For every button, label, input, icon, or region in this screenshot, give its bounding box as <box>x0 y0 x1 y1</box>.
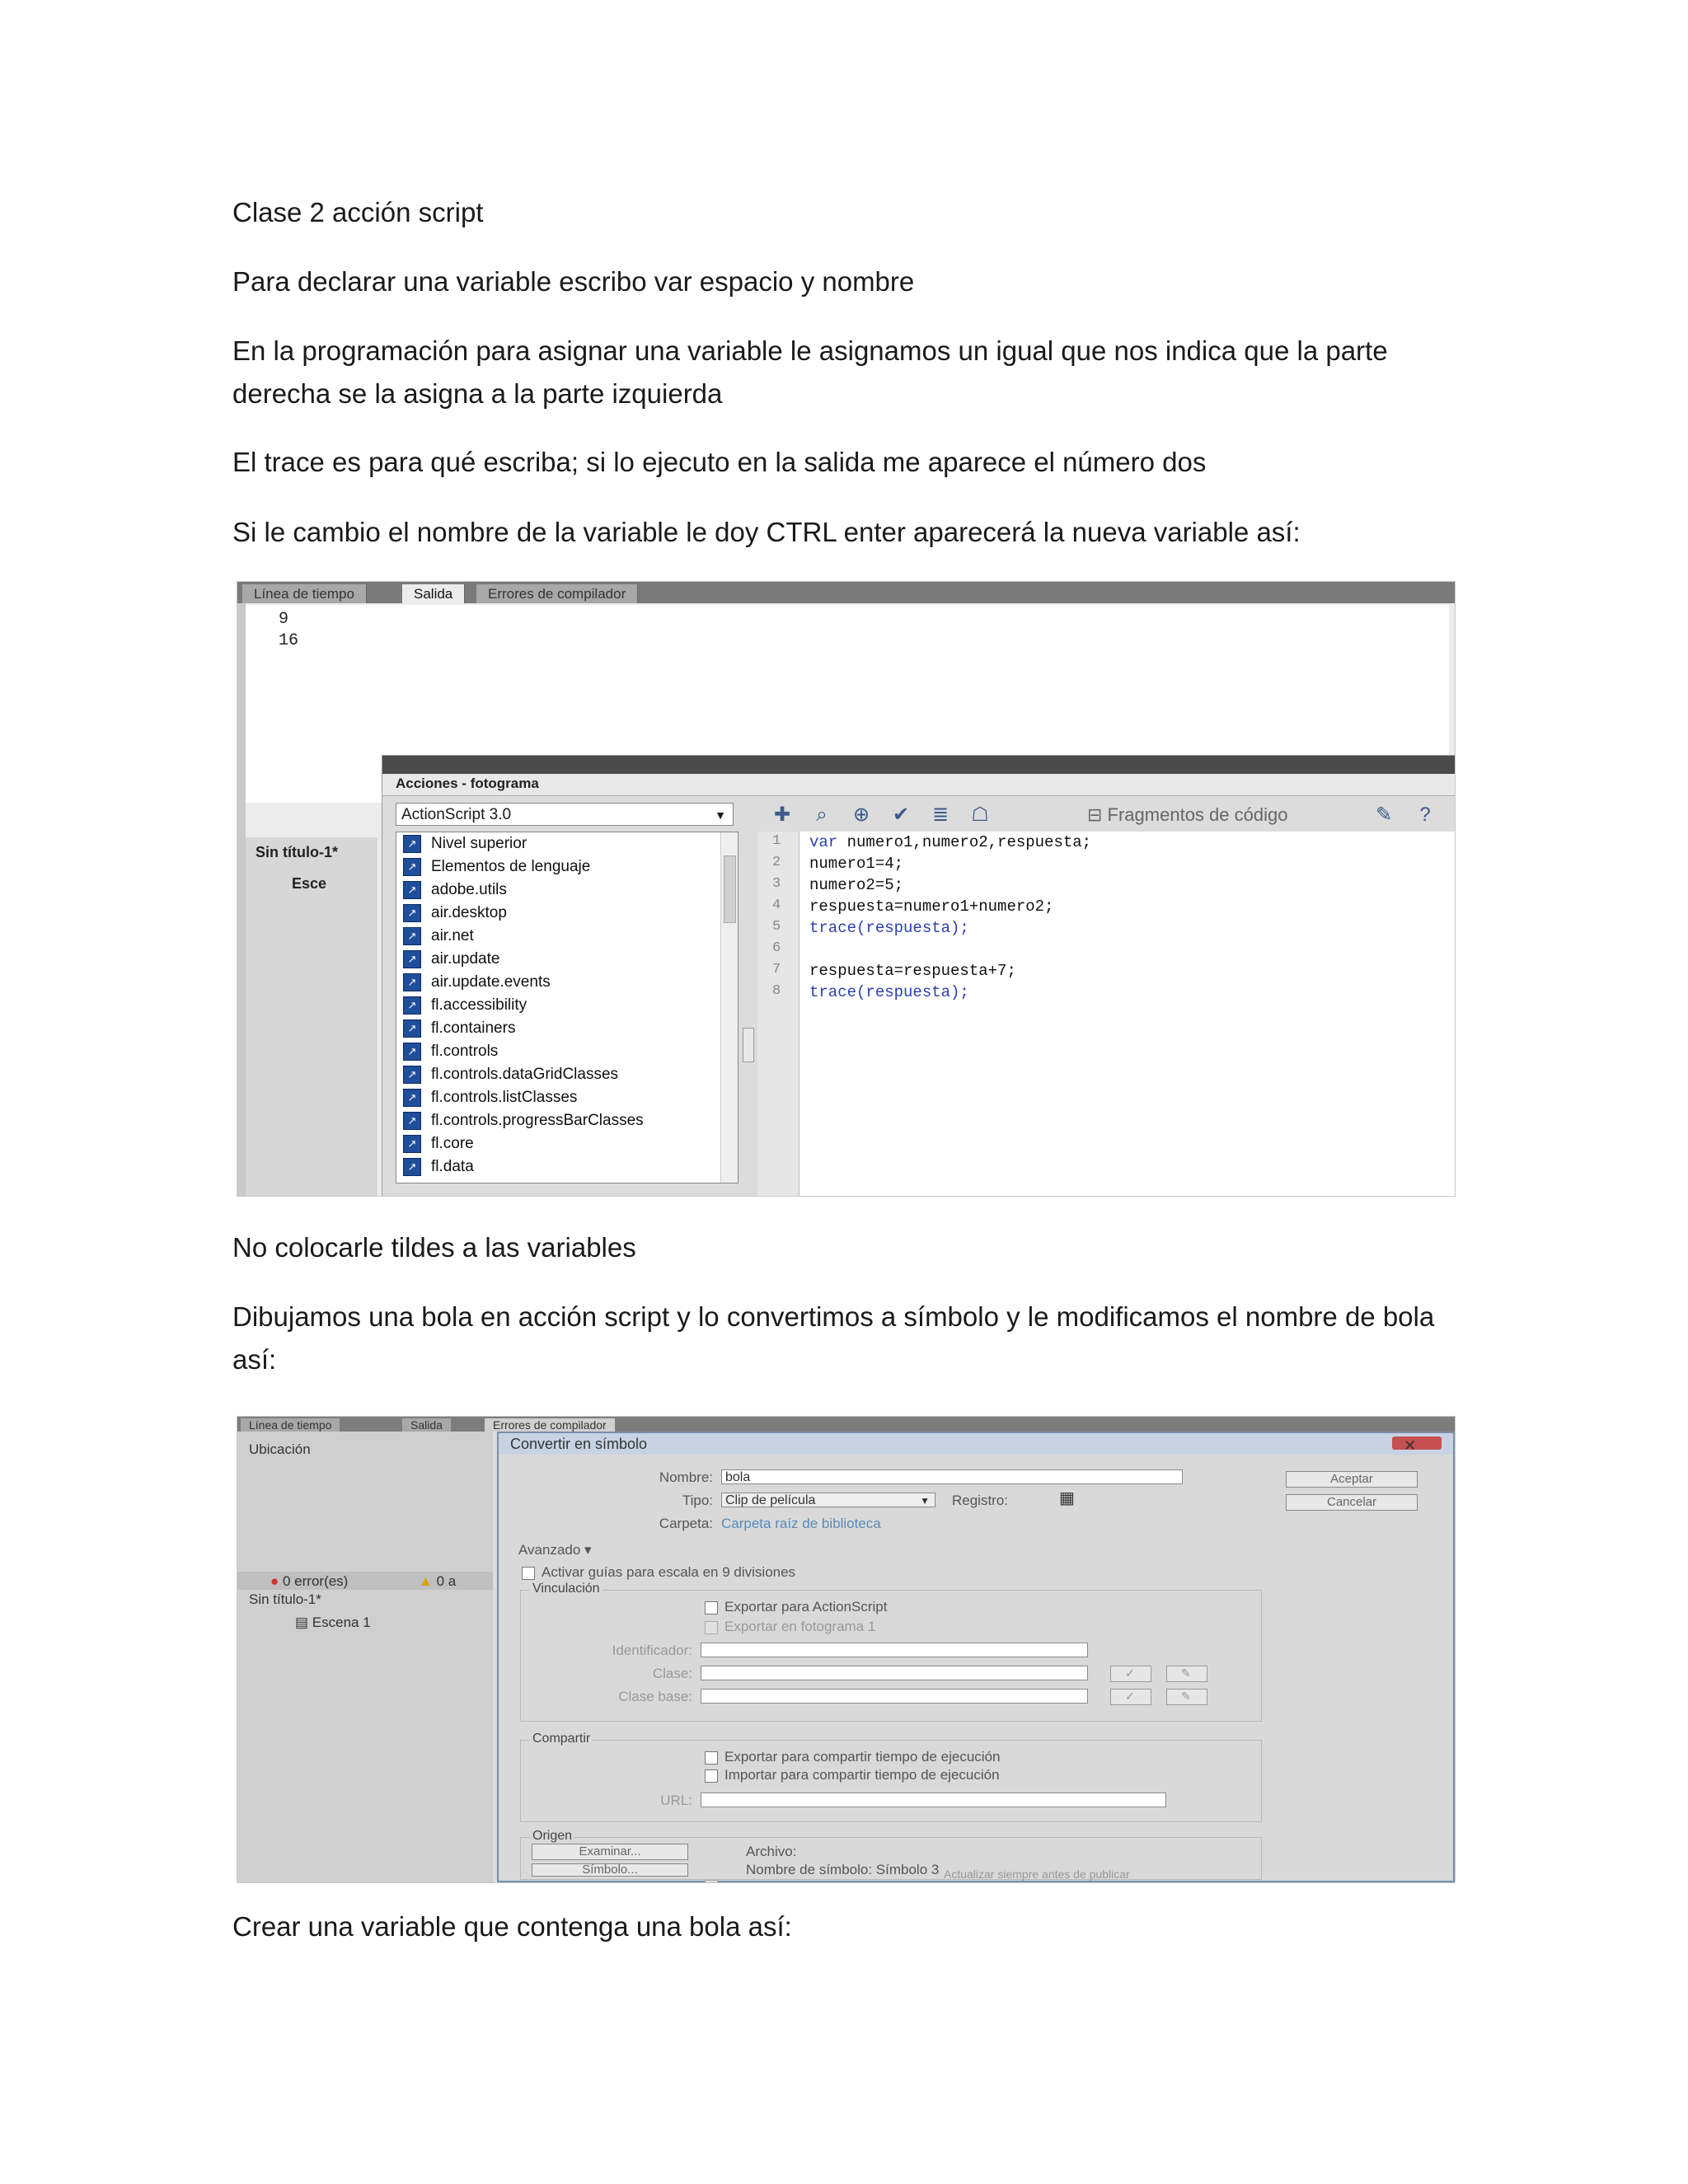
importar-compartir-label: Importar para compartir tiempo de ejecución <box>724 1767 1000 1783</box>
cancelar-button[interactable]: Cancelar <box>1286 1494 1418 1511</box>
output-line: 9 <box>279 610 289 629</box>
paragraph-cambio: Si le cambio el nombre de la variable le doy CTRL enter aparecerá la nueva variable así: <box>232 517 1301 547</box>
url-input[interactable] <box>701 1793 1166 1807</box>
error-icon: ● <box>270 1573 283 1589</box>
document-tab-label[interactable]: Sin título-1* <box>256 844 338 860</box>
code-snippets-icon: ⊟ <box>1087 804 1108 825</box>
screenshot-convert-symbol <box>237 1416 1456 1883</box>
help-icon[interactable]: ? <box>1419 804 1431 826</box>
warning-icon: ▲ <box>419 1573 437 1589</box>
package-icon: ↗ <box>403 950 421 968</box>
check-icon: ✓ <box>1125 1666 1135 1680</box>
package-icon: ↗ <box>403 996 421 1015</box>
clapper-icon: ▤ <box>295 1615 312 1630</box>
line-number: 6 <box>772 940 781 956</box>
paragraph-trace: El trace es para qué escriba; si lo ejecuto en la salida me aparece el número dos <box>232 447 1207 477</box>
tab-linea-de-tiempo[interactable]: Línea de tiempo <box>241 1418 340 1432</box>
tree-item[interactable]: ↗ air.update.events <box>403 971 551 994</box>
paragraph-bola: Dibujamos una bola en acción script y lo convertimos a símbolo y le modificamos el nombre de bola así: <box>232 1301 1435 1375</box>
tree-item[interactable]: ↗ Nivel superior <box>403 832 527 855</box>
close-button[interactable] <box>1392 1436 1442 1454</box>
screenshot-actions-panel <box>237 581 1456 1197</box>
package-icon: ↗ <box>403 858 421 876</box>
simbolo-button[interactable]: Símbolo... <box>532 1863 688 1877</box>
exportar-as-label: Exportar para ActionScript <box>724 1599 888 1615</box>
line-number: 3 <box>772 876 781 892</box>
tree-item[interactable]: ↗ fl.controls <box>403 1040 498 1063</box>
dialog-title: Convertir en símbolo <box>510 1436 648 1452</box>
language-select[interactable] <box>396 803 734 826</box>
tab-salida[interactable]: Salida <box>402 1418 451 1432</box>
scene-label[interactable]: ▤ Escena 1 <box>295 1615 371 1630</box>
clase-base-input[interactable] <box>701 1689 1088 1704</box>
code-line: trace(respuesta); <box>809 919 969 937</box>
package-icon: ↗ <box>403 1135 421 1153</box>
code-line: respuesta=respuesta+7; <box>809 962 1016 980</box>
line-number: 5 <box>772 919 781 935</box>
code-line: var numero1,numero2,respuesta; <box>809 833 1092 851</box>
tree-item[interactable]: ↗ Elementos de lenguaje <box>403 855 590 879</box>
tipo-select[interactable]: Clip de película ▼ <box>721 1493 935 1507</box>
tree-item[interactable]: ↗ fl.core <box>403 1132 474 1155</box>
line-number-gutter <box>757 832 799 1197</box>
package-icon: ↗ <box>403 1043 421 1061</box>
nombre-label: Nombre: <box>659 1469 713 1485</box>
origen-label: Origen <box>530 1829 574 1844</box>
dialog-titlebar <box>499 1433 1453 1455</box>
registration-grid-icon[interactable]: ▦ <box>1059 1489 1076 1507</box>
package-icon: ↗ <box>403 881 421 899</box>
timeline-panel <box>246 837 377 1196</box>
line-number: 7 <box>772 962 781 977</box>
package-icon: ↗ <box>403 1089 421 1107</box>
tipo-label: Tipo: <box>682 1493 713 1508</box>
tree-item[interactable]: ↗ fl.controls.progressBarClasses <box>403 1109 644 1132</box>
panel-splitter-handle[interactable] <box>743 1028 754 1062</box>
document-tab-label[interactable]: Sin título-1* <box>249 1591 321 1607</box>
validate-base-class-button[interactable] <box>1110 1689 1151 1705</box>
package-icon: ↗ <box>403 1019 421 1038</box>
warnings-count: ▲ 0 a <box>419 1573 457 1589</box>
code-line: numero2=5; <box>809 876 904 894</box>
package-icon: ↗ <box>403 973 421 991</box>
output-tabbar <box>237 582 1455 603</box>
page-heading: Clase 2 acción script <box>232 197 484 227</box>
package-icon: ↗ <box>403 1158 421 1176</box>
search-icon[interactable]: ⌕ <box>816 804 828 826</box>
code-snippets-button[interactable]: ⊟ Fragmentos de código <box>1087 804 1288 825</box>
compartir-label: Compartir <box>530 1732 593 1746</box>
line-number: 2 <box>772 855 781 870</box>
code-line: numero1=4; <box>809 855 904 873</box>
line-number: 1 <box>772 833 781 849</box>
chevron-down-icon: ▾ <box>580 1542 592 1558</box>
validate-class-button[interactable] <box>1110 1666 1151 1682</box>
tree-item[interactable]: ↗ fl.controls.listClasses <box>403 1086 577 1109</box>
url-label: URL: <box>660 1793 692 1808</box>
exportar-fotograma-label: Exportar en fotograma 1 <box>724 1619 876 1634</box>
package-icon: ↗ <box>403 835 421 853</box>
actualizar-checkbox[interactable] <box>705 1880 718 1883</box>
edit-base-class-button[interactable] <box>1166 1689 1207 1705</box>
paragraph-tildes: No colocarle tildes a las variables <box>232 1232 636 1263</box>
guias-label: Activar guías para escala en 9 divisiones <box>542 1564 796 1580</box>
exportar-compartir-checkbox[interactable] <box>705 1751 718 1765</box>
format-code-icon[interactable]: ≣ <box>931 804 950 826</box>
scene-label[interactable]: Esce <box>292 875 327 892</box>
paragraph-asignar: En la programación para asignar una variable le asignamos un igual que nos indica que la parte derecha se la asigna a la parte izquierda <box>232 335 1388 409</box>
vinculacion-label: Vinculación <box>530 1582 603 1596</box>
package-icon: ↗ <box>403 1112 421 1130</box>
tree-item[interactable]: ↗ air.net <box>403 925 474 948</box>
language-select-value: ActionScript 3.0 <box>401 806 512 823</box>
carpeta-label: Carpeta: <box>659 1516 713 1531</box>
pencil-icon: ✎ <box>1181 1690 1191 1703</box>
tree-scrollbar[interactable] <box>720 832 738 1183</box>
identificador-label: Identificador: <box>612 1643 692 1658</box>
errors-count: ● 0 error(es) <box>270 1573 349 1589</box>
line-number: 8 <box>772 983 781 999</box>
wand-icon[interactable]: ✎ <box>1375 804 1393 826</box>
code-line: respuesta=numero1+numero2; <box>809 898 1054 916</box>
actions-title-strip <box>382 774 1456 796</box>
pencil-icon: ✎ <box>1181 1666 1191 1680</box>
package-icon: ↗ <box>403 927 421 945</box>
clase-label: Clase: <box>652 1666 692 1681</box>
actions-tree <box>396 832 738 1183</box>
s2-tabbar <box>237 1417 1455 1432</box>
line-number: 4 <box>772 898 781 913</box>
convert-symbol-dialog <box>497 1432 1455 1882</box>
code-line: trace(respuesta); <box>809 983 969 1001</box>
avanzado-toggle[interactable]: Avanzado ▾ <box>518 1542 592 1558</box>
add-statement-icon[interactable]: ✚ <box>773 804 791 826</box>
nombre-input[interactable]: bola <box>721 1469 1183 1484</box>
tree-item[interactable]: ↗ fl.containers <box>403 1017 515 1040</box>
edit-class-button[interactable] <box>1166 1666 1207 1682</box>
aceptar-button[interactable]: Aceptar <box>1286 1471 1418 1488</box>
tab-linea-de-tiempo[interactable]: Línea de tiempo <box>242 584 367 603</box>
paragraph-crear: Crear una variable que contenga una bola así: <box>232 1911 792 1942</box>
package-icon: ↗ <box>403 1066 421 1084</box>
nombre-simbolo-label: Nombre de símbolo: Símbolo 3 <box>746 1862 940 1877</box>
output-line: 16 <box>279 631 299 650</box>
exportar-as-checkbox[interactable] <box>705 1601 718 1615</box>
tree-item[interactable]: ↗ fl.data <box>403 1155 474 1179</box>
clase-base-label: Clase base: <box>618 1689 692 1704</box>
chevron-down-icon: ▼ <box>715 808 726 822</box>
tab-errores-compilador[interactable]: Errores de compilador <box>476 584 638 603</box>
code-hint-icon[interactable]: ☖ <box>971 804 989 826</box>
exportar-compartir-label: Exportar para compartir tiempo de ejecución <box>724 1749 1001 1765</box>
target-icon[interactable]: ⊕ <box>852 804 870 826</box>
tab-salida[interactable]: Salida <box>402 584 465 603</box>
actions-panel-header <box>382 756 1456 774</box>
examinar-button[interactable]: Examinar... <box>532 1844 688 1860</box>
identificador-input[interactable] <box>701 1643 1088 1657</box>
importar-compartir-checkbox[interactable] <box>705 1769 718 1783</box>
s2-left-panel <box>237 1432 493 1882</box>
check-icon: ✓ <box>1125 1690 1135 1703</box>
actions-toolbar <box>770 803 1446 827</box>
tree-item[interactable]: ↗ adobe.utils <box>403 879 507 902</box>
actions-panel <box>382 755 1456 1197</box>
left-strip <box>237 603 246 1197</box>
clase-input[interactable] <box>701 1666 1088 1680</box>
exportar-fotograma-checkbox[interactable] <box>705 1621 718 1634</box>
tree-item[interactable]: ↗ air.update <box>403 948 499 971</box>
carpeta-link[interactable]: Carpeta raíz de biblioteca <box>721 1516 881 1531</box>
chevron-down-icon: ▼ <box>920 1495 930 1507</box>
tree-item[interactable]: ↗ fl.accessibility <box>403 994 527 1017</box>
tree-item[interactable]: ↗ air.desktop <box>403 902 507 925</box>
paragraph-declarar: Para declarar una variable escribo var espacio y nombre <box>232 266 915 297</box>
guias-checkbox[interactable] <box>522 1567 535 1580</box>
tree-item[interactable]: ↗ fl.controls.dataGridClasses <box>403 1063 618 1086</box>
actualizar-label: Actualizar siempre antes de publicar <box>944 1868 1130 1881</box>
ubicacion-label: Ubicación <box>249 1441 311 1457</box>
tab-errores-compilador[interactable]: Errores de compilador <box>485 1418 615 1432</box>
code-editor[interactable] <box>799 832 1455 1197</box>
check-syntax-icon[interactable]: ✔ <box>892 804 910 826</box>
package-icon: ↗ <box>403 904 421 922</box>
close-icon: ✕ <box>1404 1437 1417 1454</box>
archivo-label: Archivo: <box>746 1844 797 1859</box>
actions-panel-title: Acciones - fotograma <box>396 776 539 791</box>
scrollbar-thumb[interactable] <box>724 855 736 923</box>
registro-label: Registro: <box>952 1493 1009 1508</box>
